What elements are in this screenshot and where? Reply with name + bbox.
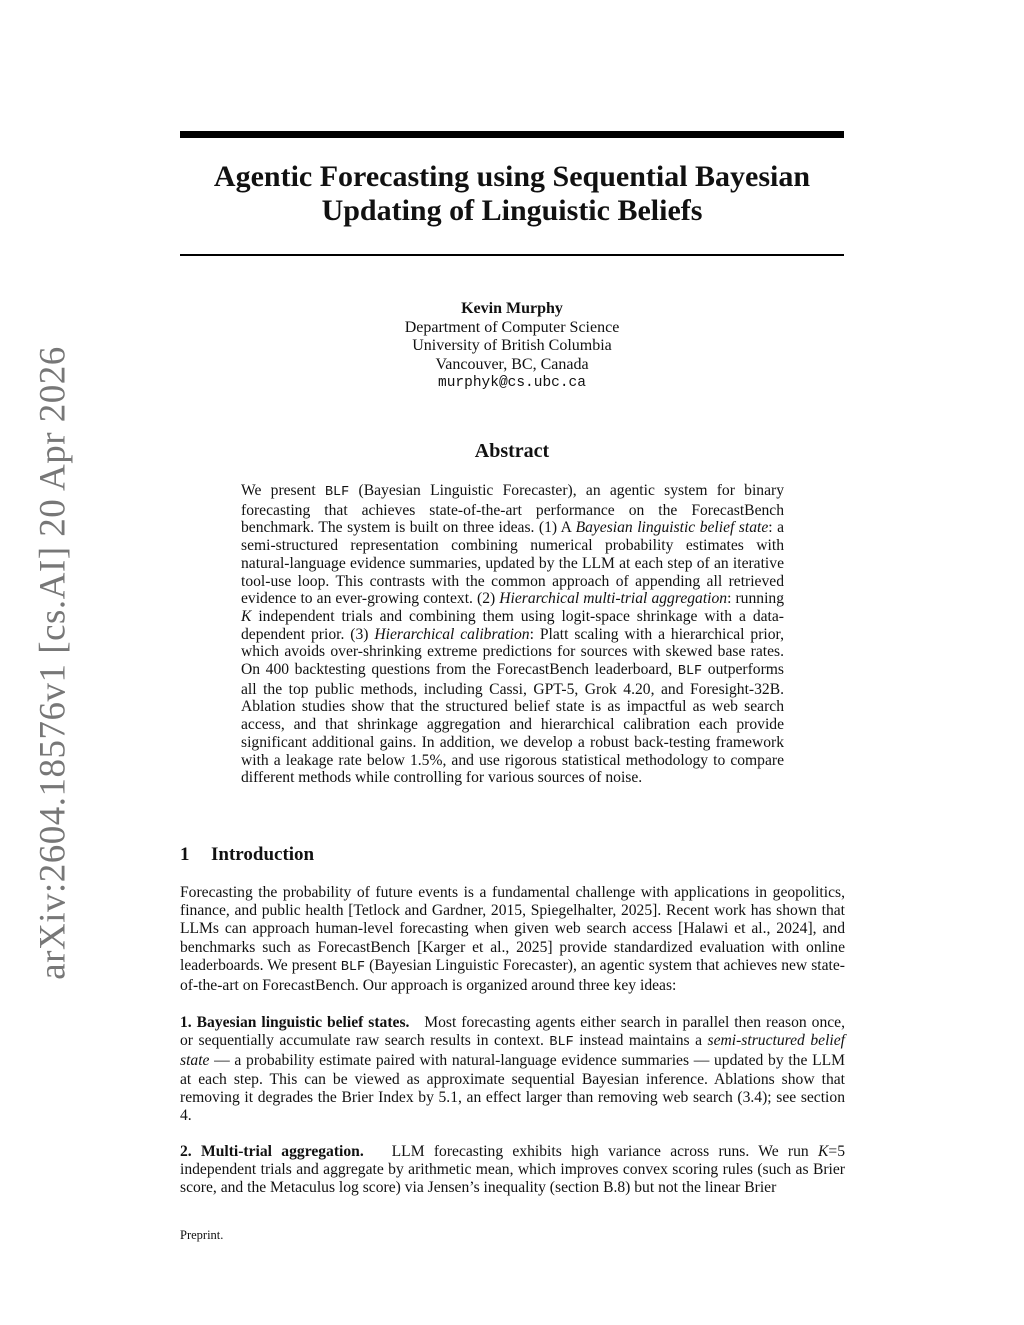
section-heading-introduction <box>180 844 314 866</box>
run-in-heading: 2. Multi-trial aggregation. <box>180 1143 364 1160</box>
section-number: 1 <box>180 844 190 865</box>
author-department: Department of Computer Science <box>404 318 620 336</box>
run-in-heading: 1. Bayesian linguistic belief states. <box>180 1014 410 1031</box>
footer-note: Preprint. <box>180 1228 224 1242</box>
intro-paragraph-2: 1. Bayesian linguistic belief states. Most forecasting agents either search in parallel then reason once, or sequentially accumulate raw search results in context. BLF instead maintains a semi-structured belief state — a probability estimate paired with natural-language evidence summaries — updated by the LLM at each step. This can be viewed as approximate sequential Bayesian inference. Ablations show that removing it degrades the Brier Index by 5.1, an effect larger than removing web search (3.4); see section 4. <box>180 1014 845 1125</box>
intro-paragraph-3: 2. Multi-trial aggregation. LLM forecasting exhibits high variance across runs. We run K=5 independent trials and aggregate by arithmetic mean, which improves convex scoring rules (such as Brier score, and the Metaculus log score) via Jensen’s inequality (section B.8) but not the linear Brier <box>180 1143 845 1197</box>
author-university: University of British Columbia <box>412 337 612 354</box>
title-top-rule <box>180 131 844 138</box>
paper-title: Agentic Forecasting using Sequential Bayesian Updating of Linguistic Beliefs <box>213 160 811 227</box>
intro-paragraph-1: Forecasting the probability of future events is a fundamental challenge with applications in geopolitics, finance, and public health [Tetlock and Gardner, 2015, Spiegelhalter, 2025]. Recent work has shown that LLMs can approach human-level forecasting when given web search access [Halawi et al., 2024], and benchmarks such as ForecastBench [Karger et al., 2025] provide standardized evaluation with online leaderboards. We present BLF (Bayesian Linguistic Forecaster), an agentic system that achieves new state-of-the-art on ForecastBench. Our approach is organized around three key ideas: <box>180 884 845 995</box>
title-bottom-rule <box>180 254 844 256</box>
author-location: Vancouver, BC, Canada <box>435 355 589 373</box>
author-name: Kevin Murphy <box>461 300 563 317</box>
arxiv-identifier: arXiv:2604.18576v1 [cs.AI] 20 Apr 2026 <box>32 346 74 980</box>
section-title: Introduction <box>211 844 315 865</box>
author-email[interactable]: murphyk@cs.ubc.ca <box>438 375 586 391</box>
author-block <box>180 300 844 393</box>
abstract-text: We present BLF (Bayesian Linguistic Forecaster), an agentic system for binary forecasting that achieves state-of-the-art performance on the ForecastBench benchmark. The system is built on three ideas. (1) A Bayesian linguistic belief state: a semi-structured representation combining numerical probability estimates with natural-language evidence summaries, updated by the LLM at each step of an iterative tool-use loop. This contrasts with the common approach of appending all retrieved evidence to an ever-growing context. (2) Hierarchical multi-trial aggregation: running K independent trials and combining them using logit-space shrinkage with a data-dependent prior. (3) Hierarchical calibration: Platt scaling with a hierarchical prior, which avoids over-shrinking extreme predictions for sources with skewed base rates. On 400 backtesting questions from the ForecastBench leaderboard, BLF outperforms all the top public methods, including Cassi, GPT-5, Grok 4.20, and Foresight-32B. Ablation studies show that the structured belief state is as impactful as web search access, and that shrinkage aggregation and hierarchical calibration each provide significant additional gains. In addition, we develop a robust back-testing framework with a leakage rate below 1.5%, and use rigorous statistical methodology to compare different methods while controlling for various sources of noise. <box>241 482 784 787</box>
abstract-heading: Abstract <box>474 440 550 462</box>
